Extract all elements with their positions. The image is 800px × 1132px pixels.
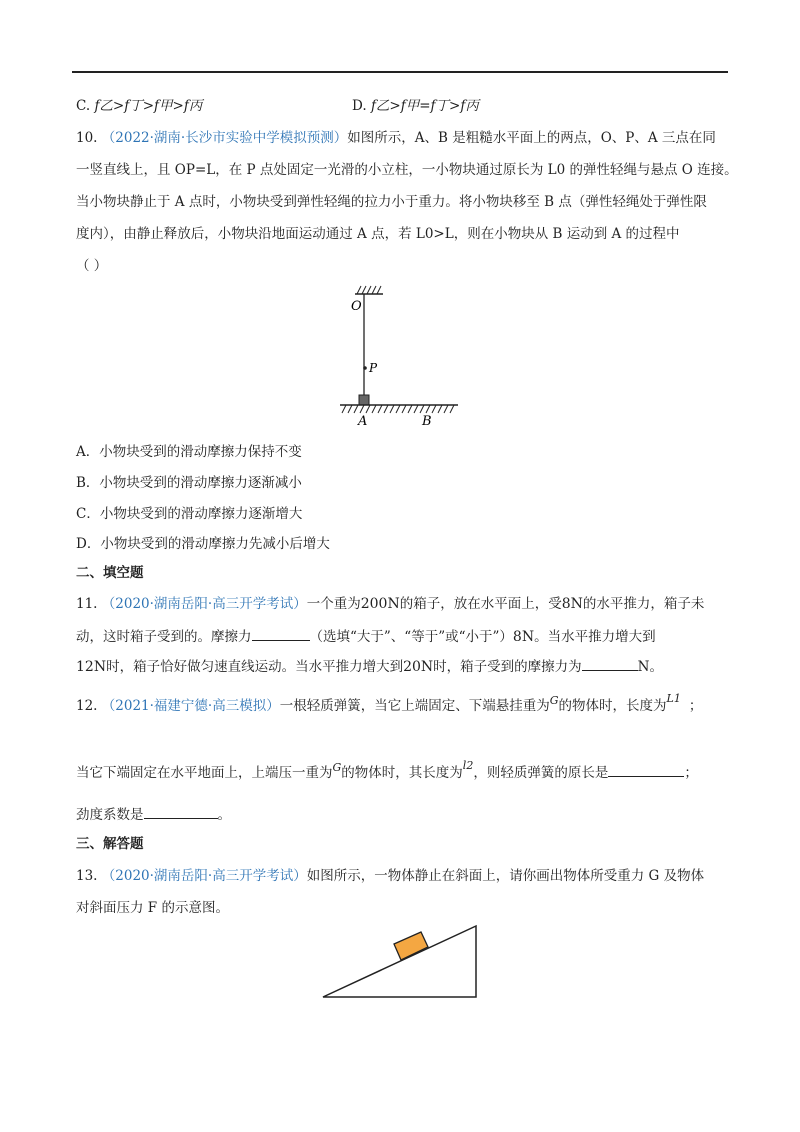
- q9-option-d-letter: D.: [352, 98, 367, 114]
- q11-value-8n: 8N: [561, 596, 583, 612]
- q11-text: （选填“大于”、“等于”或“小于”）: [309, 629, 513, 645]
- q11-value-200n: 200N: [360, 596, 400, 612]
- q12-line2: [76, 759, 730, 784]
- q12-text: 。: [217, 807, 231, 823]
- q12-symbol-g: G: [549, 694, 559, 707]
- ground-hatch: [340, 405, 458, 413]
- q11-text: 一个重为: [306, 596, 361, 612]
- q10-source[interactable]: （2022·湖南·长沙市实验中学模拟预测）: [101, 130, 348, 146]
- q9-option-c-letter: C.: [76, 98, 91, 114]
- q11-value-8n: 8N: [512, 629, 535, 645]
- q12-blank-2[interactable]: [144, 804, 218, 819]
- q11-text: 时，箱子受到的摩擦力为: [433, 659, 582, 675]
- q11-text: 的水平推力，箱子未: [582, 596, 705, 612]
- q11-text: 。当水平推力增大到: [534, 629, 656, 645]
- q10-number: 10.: [76, 130, 98, 146]
- section-solve-heading: 三、解答题: [76, 836, 144, 852]
- q11-blank-1[interactable]: [252, 626, 310, 641]
- q13-source[interactable]: （2020·湖南岳阳·高三开学考试）: [101, 868, 307, 884]
- q11-line2: [76, 626, 730, 648]
- q10-text-line4: 度内），由静止释放后，小物块沿地面运动通过 A 点，若 L0>L，则在小物块从 B 运动到 A 的过程中: [76, 226, 680, 242]
- q10-text-line1: 如图所示，A、B 是粗糙水平面上的两点，O、P、A 三点在同: [347, 130, 716, 146]
- section-fill-blank-heading: 二、填空题: [76, 565, 144, 581]
- q12-text: ；: [684, 765, 698, 781]
- q9-option-d-text: f乙>f甲=f丁>f丙: [370, 98, 479, 114]
- q12-text: ；: [688, 698, 703, 714]
- label-b: B: [422, 414, 432, 429]
- q12-text: 当它下端固定在水平地面上，上端压一重为: [76, 765, 333, 781]
- point-p: [363, 366, 367, 370]
- q12-line1: [76, 692, 730, 717]
- q11-source[interactable]: （2020·湖南岳阳·高三开学考试）: [101, 596, 307, 612]
- q12-text: 一根轻质弹簧，当它上端固定、下端悬挂重为: [279, 698, 550, 714]
- q9-option-c-text: f乙>f丁>f甲>f丙: [94, 98, 203, 114]
- q12-number: 12.: [76, 698, 98, 714]
- block-on-incline: [394, 932, 428, 960]
- q10-answer-paren: （ ）: [76, 258, 108, 274]
- q13-number: 13.: [76, 868, 98, 884]
- small-block: [359, 395, 369, 405]
- q10-option-c: C．小物块受到的滑动摩擦力逐渐增大: [76, 506, 303, 522]
- q13-line1: [76, 866, 730, 887]
- q11-line1: [76, 594, 730, 615]
- q11-line3: [76, 656, 730, 678]
- q12-blank-1[interactable]: [608, 762, 684, 777]
- q12-line3: [76, 804, 730, 826]
- q12-symbol-g: G: [332, 761, 342, 774]
- q10-option-b: B．小物块受到的滑动摩擦力逐渐减小: [76, 475, 302, 491]
- q10-option-a: A．小物块受到的滑动摩擦力保持不变: [76, 444, 302, 460]
- q10-text-line2: 一竖直线上，且 OP=L，在 P 点处固定一光滑的小立柱，一小物块通过原长为 L0 的弹性轻绳与悬点 O 连接。: [76, 162, 738, 178]
- q12-text: 劲度系数是: [76, 807, 144, 823]
- q10-figure: [330, 278, 470, 430]
- label-o: O: [351, 299, 362, 314]
- q12-symbol-l1: L1: [666, 692, 681, 705]
- q11-text: 的箱子，放在水平面上，受: [399, 596, 562, 612]
- q10-option-d: D．小物块受到的滑动摩擦力先减小后增大: [76, 536, 330, 552]
- incline-triangle: [323, 926, 476, 997]
- q11-text: 动，这时箱子受到的。摩擦力: [76, 629, 252, 645]
- q10-text-line3: 当小物块静止于 A 点时，小物块受到弹性轻绳的拉力小于重力。将小物块移至 B 点（弹性轻绳处于弹性限: [76, 194, 707, 210]
- q12-text: 的物体时，长度为: [558, 698, 667, 714]
- q11-value-12n: 12N: [76, 659, 107, 675]
- q12-text: ，则轻质弹簧的原长是: [473, 765, 609, 781]
- q12-text: 的物体时，其长度为: [341, 765, 463, 781]
- q11-number: 11.: [76, 596, 98, 612]
- ceiling-hatch: [355, 286, 383, 294]
- q13-text-line1: 如图所示，一物体静止在斜面上，请你画出物体所受重力 G 及物体: [306, 868, 705, 884]
- q11-text: 时，箱子恰好做匀速直线运动。当水平推力增大到: [106, 659, 404, 675]
- q12-source[interactable]: （2021·福建宁德·高三模拟）: [101, 698, 280, 714]
- q11-text: N。: [637, 659, 663, 675]
- q10-line1: [76, 128, 730, 149]
- q11-blank-2[interactable]: [582, 656, 638, 671]
- label-p: P: [369, 361, 378, 375]
- q9-options-cd: [76, 96, 730, 117]
- header-rule: [72, 71, 728, 73]
- q13-incline-figure: [318, 920, 488, 1005]
- q12-symbol-l2: l2: [462, 759, 474, 772]
- q11-value-20n: 20N: [403, 659, 434, 675]
- q13-text-line2: 对斜面压力 F 的示意图。: [76, 900, 229, 916]
- label-a: A: [358, 414, 368, 429]
